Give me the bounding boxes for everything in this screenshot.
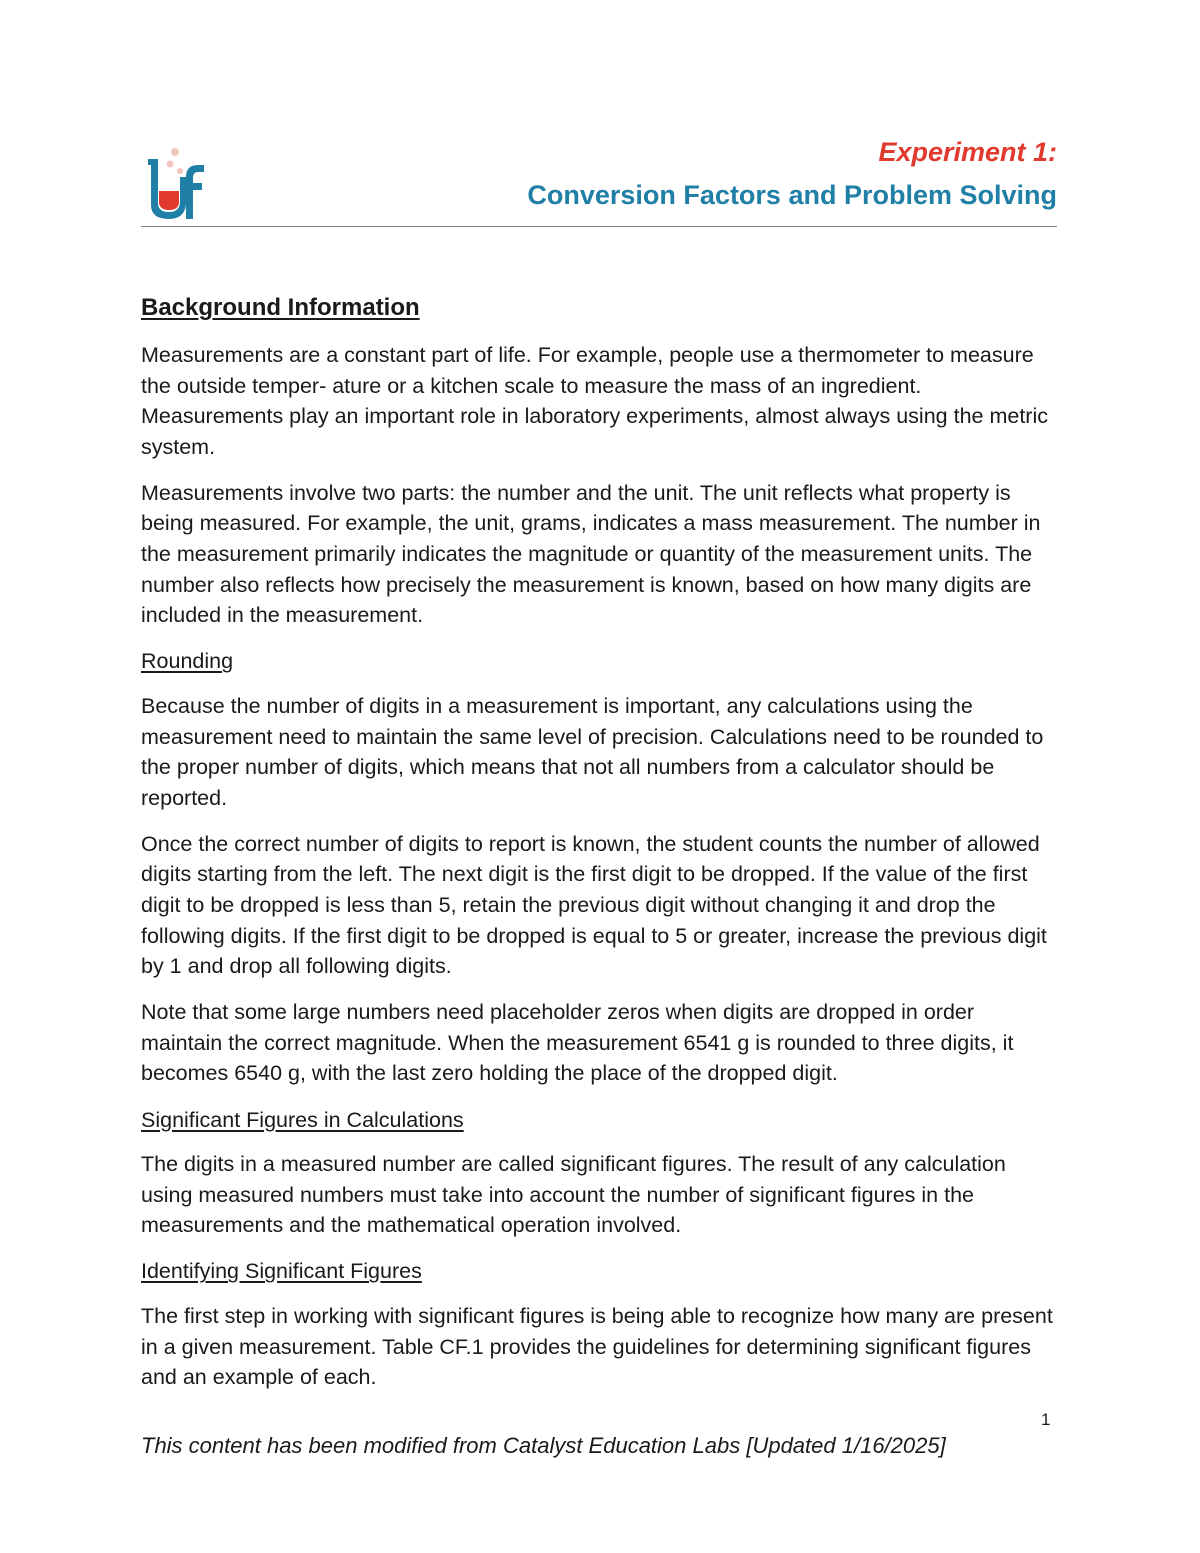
page-number: 1 xyxy=(1041,1410,1051,1429)
paragraph: Once the correct number of digits to report is known, the student counts the number of allowed digits starting from the left. The next digit is the first digit to be dropped. If the value of the first digit to be dropped is less than 5, retain the previous digit without changing it and drop the following digits. If the first digit to be dropped is equal to 5 or greater, increase the previous digit by 1 and drop all following digits. xyxy=(141,831,1047,979)
subheading-sig-figs-calc: Significant Figures in Calculations xyxy=(141,1107,464,1132)
experiment-title: Conversion Factors and Problem Solving xyxy=(527,180,1057,210)
document-body xyxy=(141,290,1061,1408)
paragraph: Measurements involve two parts: the number and the unit. The unit reflects what property is being measured. For example, the unit, grams, indicates a mass measurement. The number in the measurement primarily indicates the magnitude or quantity of the measurement units. The number also reflects how precisely the measurement is known, based on how many digits are included in the measurement. xyxy=(141,480,1041,628)
page-header xyxy=(141,135,1057,227)
subheading-identifying: Identifying Significant Figures xyxy=(141,1259,422,1284)
paragraph: Note that some large numbers need placeholder zeros when digits are dropped in order maintain the correct magnitude. When the measurement 6541 g is rounded to three digits, it becomes 6540 g, with the last zero holding the place of the dropped digit. xyxy=(141,1000,1014,1086)
footer-note: This content has been modified from Catalyst Education Labs [Updated 1/16/2025] xyxy=(141,1433,946,1458)
paragraph: Because the number of digits in a measurement is important, any calculations using the measurement need to maintain the same level of precision. Calculations need to be rounded to the proper number of digits, which means that not all numbers from a calculator should be reported. xyxy=(141,693,1044,810)
paragraph: The digits in a measured number are called significant figures. The result of any calculation using measured numbers must take into account the number of significant figures in the measurements and the mathematical operation involved. xyxy=(141,1152,1006,1238)
subheading-rounding: Rounding xyxy=(141,649,234,674)
section-title: Background Information xyxy=(141,294,420,321)
paragraph: Measurements are a constant part of life. For example, people use a thermometer to measure the outside temper- ature or a kitchen scale to measure the mass of an ingredient. Measurements play an important role in laboratory experiments, almost always using the metric system. xyxy=(141,343,1048,459)
flask-logo-icon xyxy=(146,147,206,221)
header-divider xyxy=(141,226,1057,227)
experiment-number: Experiment 1: xyxy=(878,137,1057,167)
paragraph: The first step in working with significant figures is being able to recognize how many are present in a given measurement. Table CF.1 provides the guidelines for determining significant figures and an example of each. xyxy=(141,1304,1053,1390)
